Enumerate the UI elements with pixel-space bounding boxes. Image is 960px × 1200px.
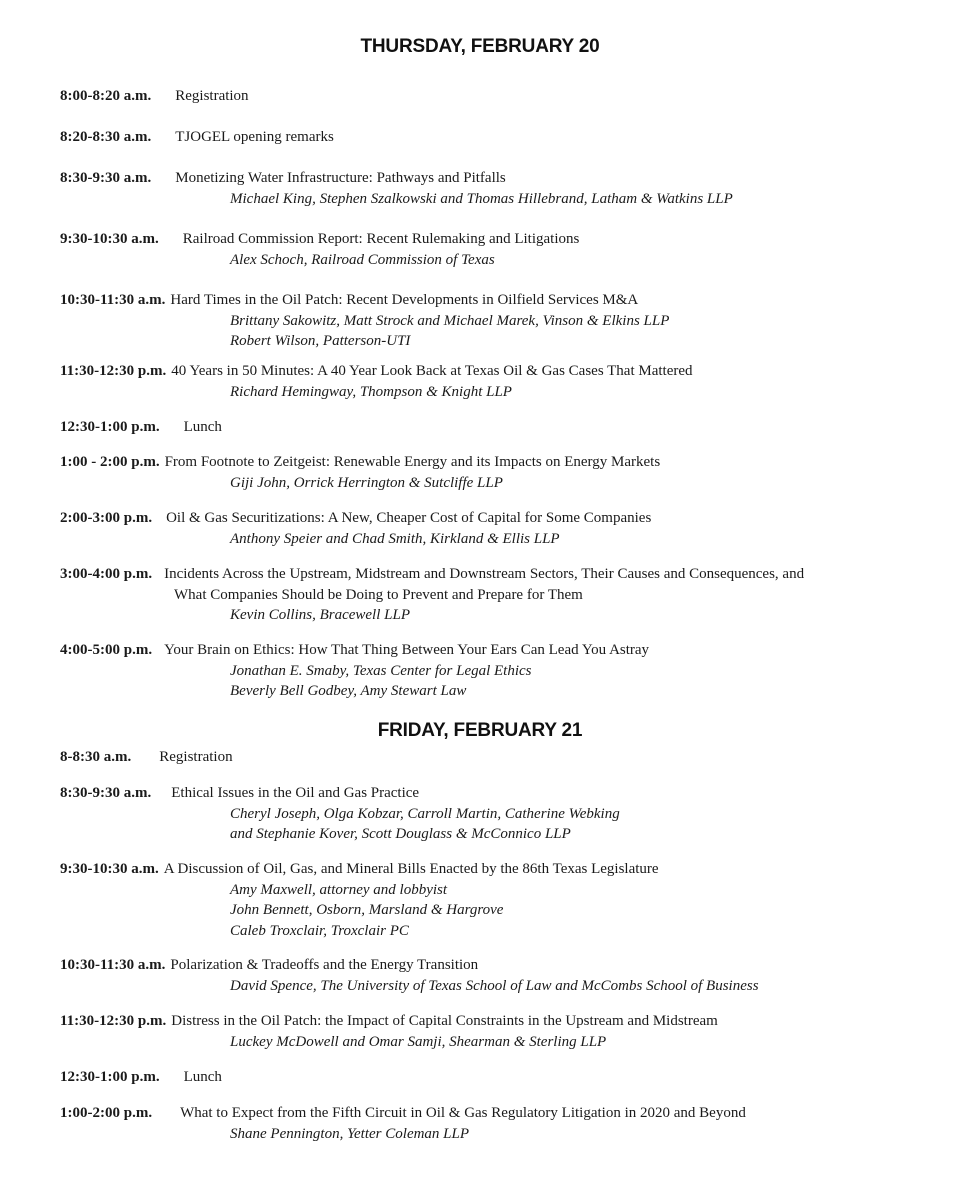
session-entry [60,508,910,549]
session-entry [60,859,910,941]
session-speaker: Kevin Collins, Bracewell LLP [230,607,410,623]
session-entry [60,564,910,626]
session-title: Your Brain on Ethics: How That Thing Between Your Ears Can Lead You Astray [164,642,650,658]
session-time: 10:30-11:30 a.m. [60,292,166,308]
session-time: 1:00-2:00 p.m. [60,1105,153,1121]
session-title: Oil & Gas Securitizations: A New, Cheaper Cost of Capital for Some Companies [166,510,652,526]
session-title: TJOGEL opening remarks [175,129,334,145]
session-entry [60,1103,910,1144]
day-heading: FRIDAY, FEBRUARY 21 [377,720,583,741]
session-time: 9:30-10:30 a.m. [60,861,159,877]
session-speaker: Michael King, Stephen Szalkowski and Thomas Hillebrand, Latham & Watkins LLP [230,190,733,207]
session-time: 9:30-10:30 a.m. [60,231,159,247]
session-entry [60,783,910,845]
session-time: 12:30-1:00 p.m. [60,419,160,435]
session-entry [60,1067,910,1088]
session-speaker: Anthony Speier and Chad Smith, Kirkland & Ellis LLP [230,530,560,547]
session-line [60,955,910,976]
session-title: Ethical Issues in the Oil and Gas Practice [171,785,420,801]
session-time: 8:30-9:30 a.m. [60,785,152,801]
session-line [60,127,910,148]
session-entry [60,127,910,148]
session-line [60,640,910,661]
session-line [60,229,910,250]
session-speaker: Caleb Troxclair, Troxclair PC [230,922,409,939]
session-time: 8:00-8:20 a.m. [60,88,152,104]
session-entry [60,86,910,107]
session-line [60,1103,910,1124]
session-title: A Discussion of Oil, Gas, and Mineral Bills Enacted by the 86th Texas Legislature [163,861,659,877]
session-entry [60,640,910,702]
session-time: 11:30-12:30 p.m. [60,1013,167,1029]
session-line [60,452,910,473]
session-line [60,417,910,438]
session-title: Lunch [183,1069,222,1085]
session-title: Hard Times in the Oil Patch: Recent Developments in Oilfield Services M&A [170,292,639,308]
session-line [60,290,910,311]
session-title: 40 Years in 50 Minutes: A 40 Year Look Back at Texas Oil & Gas Cases That Mattered [171,363,693,379]
session-line [60,747,910,768]
session-time: 1:00 - 2:00 p.m. [60,454,160,470]
session-title: Distress in the Oil Patch: the Impact of Capital Constraints in the Upstream and Midstream [171,1013,718,1029]
session-line [60,564,910,585]
session-line [60,86,910,107]
session-line [60,859,910,880]
session-speaker: Beverly Bell Godbey, Amy Stewart Law [230,683,467,699]
session-entry [60,417,910,438]
session-entry [60,229,910,270]
session-speaker: Amy Maxwell, attorney and lobbyist [230,881,448,898]
session-line [60,1067,910,1088]
session-entry [60,1011,910,1052]
session-speaker: Brittany Sakowitz, Matt Strock and Michael Marek, Vinson & Elkins LLP [230,312,670,329]
session-title: Registration [175,88,249,104]
session-title: Incidents Across the Upstream, Midstream and Downstream Sectors, Their Causes and Consequences, and [164,566,805,582]
session-speaker: Richard Hemingway, Thompson & Knight LLP [230,383,512,400]
session-time: 8:20-8:30 a.m. [60,129,152,145]
session-line [60,783,910,804]
session-time: 12:30-1:00 p.m. [60,1069,160,1085]
session-line [60,361,910,382]
session-entry [60,452,910,493]
session-time: 11:30-12:30 p.m. [60,363,167,379]
day-heading: THURSDAY, FEBRUARY 20 [360,36,600,57]
session-entry [60,747,910,768]
session-line [60,1011,910,1032]
session-speaker: Shane Pennington, Yetter Coleman LLP [230,1125,470,1142]
session-line [60,168,910,189]
session-title-continued: What Companies Should be Doing to Prevent and Prepare for Them [174,586,583,603]
session-title: What to Expect from the Fifth Circuit in Oil & Gas Regulatory Litigation in 2020 and Beyond [180,1105,746,1121]
session-speaker: John Bennett, Osborn, Marsland & Hargrove [230,902,504,918]
session-speaker: Cheryl Joseph, Olga Kobzar, Carroll Martin, Catherine Webking [230,805,620,822]
session-speaker: Luckey McDowell and Omar Samji, Shearman & Sterling LLP [230,1033,607,1050]
session-speaker: David Spence, The University of Texas School of Law and McCombs School of Business [230,977,759,994]
session-entry [60,290,910,352]
session-time: 8-8:30 a.m. [60,749,132,765]
session-title: Monetizing Water Infrastructure: Pathways and Pitfalls [175,170,506,186]
session-speaker: Jonathan E. Smaby, Texas Center for Legal Ethics [230,662,532,679]
session-title: Registration [159,749,233,765]
session-time: 10:30-11:30 a.m. [60,957,166,973]
session-speaker: and Stephanie Kover, Scott Douglass & McConnico LLP [230,826,571,842]
session-title: Polarization & Tradeoffs and the Energy Transition [170,957,479,973]
session-time: 4:00-5:00 p.m. [60,642,153,658]
session-title: Railroad Commission Report: Recent Rulemaking and Litigations [182,231,580,247]
session-entry [60,168,910,209]
session-time: 3:00-4:00 p.m. [60,566,153,582]
session-entry [60,955,910,996]
session-time: 2:00-3:00 p.m. [60,510,153,526]
session-entry [60,361,910,402]
session-time: 8:30-9:30 a.m. [60,170,152,186]
session-title: Lunch [183,419,222,435]
session-line [60,508,910,529]
session-speaker: Robert Wilson, Patterson-UTI [230,333,411,349]
session-speaker: Alex Schoch, Railroad Commission of Texas [230,251,495,268]
session-title: From Footnote to Zeitgeist: Renewable Energy and its Impacts on Energy Markets [164,454,661,470]
session-speaker: Giji John, Orrick Herrington & Sutcliffe LLP [230,474,503,491]
